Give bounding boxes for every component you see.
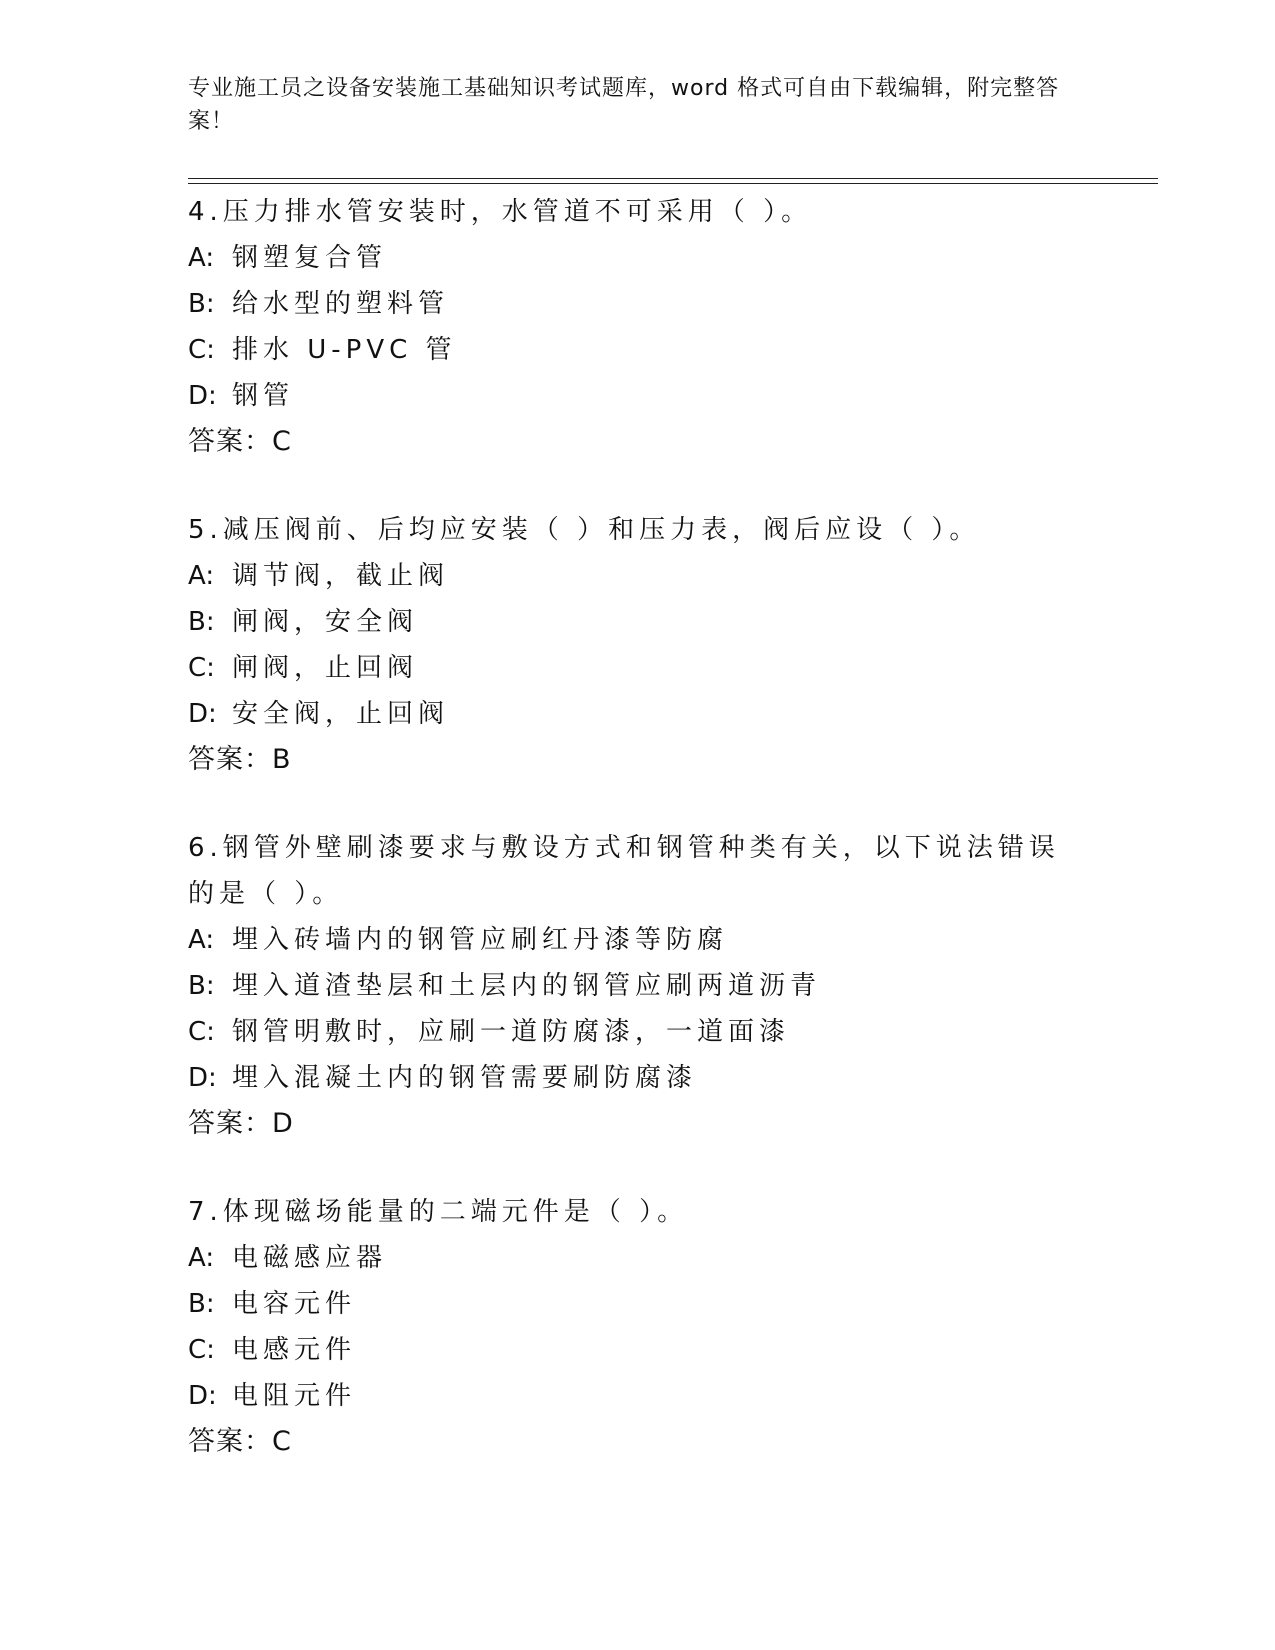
option-b: [188, 963, 1088, 1009]
option-d: [188, 1373, 1088, 1419]
option-text: 排水 U-PVC 管: [232, 335, 457, 365]
option-label: B:: [188, 607, 215, 637]
option-b: [188, 599, 1088, 645]
option-text: 安全阀，止回阀: [232, 699, 450, 729]
option-label: B:: [188, 971, 215, 1001]
option-text: 钢管: [232, 381, 295, 411]
answer-line: 答案：D: [188, 1108, 294, 1139]
question-6: [188, 825, 1088, 1147]
question-stem: 7.体现磁场能量的二端元件是（ ）。: [188, 1197, 689, 1227]
option-label: D:: [188, 1381, 217, 1411]
option-text: 埋入混凝土内的钢管需要刷防腐漆: [232, 1063, 698, 1093]
header-divider-bottom: [188, 183, 1158, 184]
option-text: 埋入砖墙内的钢管应刷红丹漆等防腐: [232, 925, 729, 955]
document-header: 专业施工员之设备安装施工基础知识考试题库，word 格式可自由下载编辑，附完整答案！: [188, 76, 1060, 134]
option-label: D:: [188, 1063, 217, 1093]
option-b: [188, 281, 1088, 327]
option-label: C:: [188, 335, 215, 365]
option-label: A:: [188, 561, 215, 591]
option-label: B:: [188, 289, 215, 319]
option-label: A:: [188, 925, 215, 955]
answer-line: 答案：C: [188, 1426, 292, 1457]
option-text: 闸阀，安全阀: [232, 607, 419, 637]
question-stem: 5.减压阀前、后均应安装（ ）和压力表，阀后应设（ ）。: [188, 515, 981, 545]
option-text: 闸阀，止回阀: [232, 653, 419, 683]
question-4: [188, 189, 1088, 465]
option-text: 埋入道渣垫层和土层内的钢管应刷两道沥青: [232, 971, 822, 1001]
option-label: A:: [188, 243, 215, 273]
option-c: [188, 1009, 1088, 1055]
option-label: D:: [188, 381, 217, 411]
option-text: 电磁感应器: [232, 1243, 388, 1273]
option-text: 钢管明敷时，应刷一道防腐漆，一道面漆: [232, 1017, 791, 1047]
option-d: [188, 373, 1088, 419]
option-c: [188, 645, 1088, 691]
question-7: [188, 1189, 1088, 1465]
option-b: [188, 1281, 1088, 1327]
option-label: C:: [188, 653, 215, 683]
option-text: 给水型的塑料管: [232, 289, 450, 319]
option-label: C:: [188, 1017, 215, 1047]
question-list: [188, 189, 1088, 1507]
question-5: [188, 507, 1088, 783]
option-a: [188, 1235, 1088, 1281]
option-d: [188, 691, 1088, 737]
option-a: [188, 553, 1088, 599]
option-c: [188, 327, 1088, 373]
option-text: 电感元件: [232, 1335, 357, 1365]
answer-line: 答案：C: [188, 426, 292, 457]
option-text: 电阻元件: [232, 1381, 357, 1411]
header-divider-top: [188, 178, 1158, 179]
option-label: A:: [188, 1243, 215, 1273]
answer-line: 答案：B: [188, 744, 292, 775]
option-text: 调节阀，截止阀: [232, 561, 450, 591]
option-a: [188, 917, 1088, 963]
option-text: 电容元件: [232, 1289, 357, 1319]
question-stem: 6.钢管外壁刷漆要求与敷设方式和钢管种类有关，以下说法错误的是（ ）。: [188, 833, 1060, 909]
option-c: [188, 1327, 1088, 1373]
option-a: [188, 235, 1088, 281]
option-label: C:: [188, 1335, 215, 1365]
question-stem: 4.压力排水管安装时，水管道不可采用（ ）。: [188, 197, 813, 227]
option-text: 钢塑复合管: [232, 243, 388, 273]
option-label: D:: [188, 699, 217, 729]
option-label: B:: [188, 1289, 215, 1319]
option-d: [188, 1055, 1088, 1101]
